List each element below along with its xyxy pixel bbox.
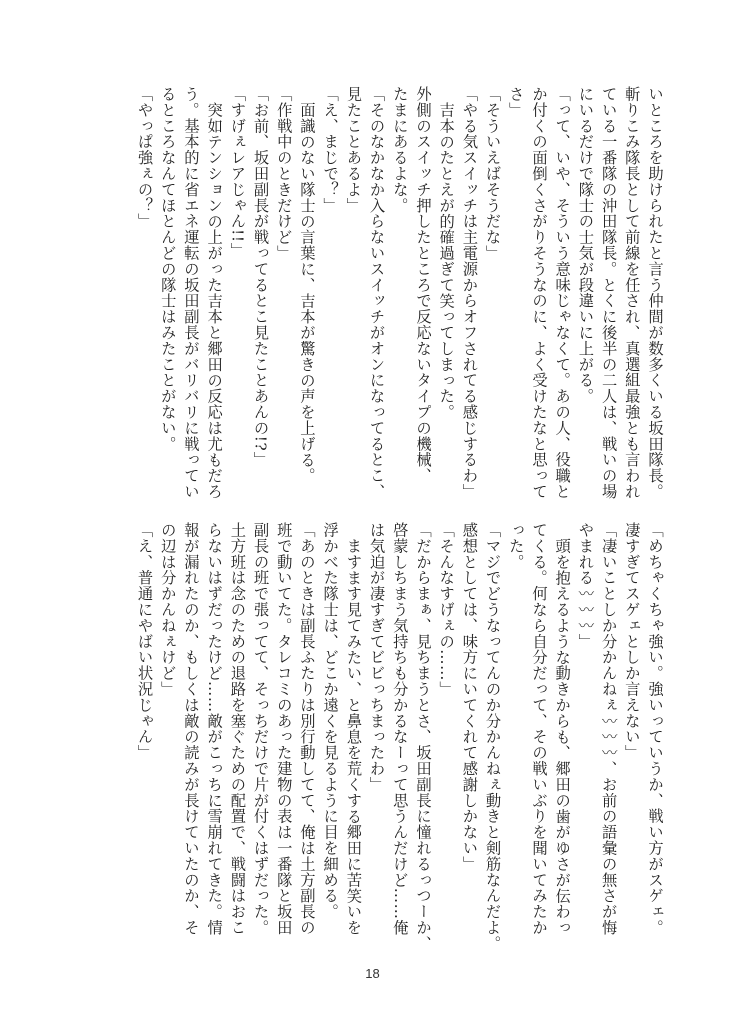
text-line: 「凄いことしか分かんねぇ〰〰〰、お前の語彙の無さが悔 (599, 522, 618, 936)
text-line: たまにあるよな。 (390, 86, 409, 214)
text-line: 「やっぱ強ぇの？」 (135, 86, 154, 230)
text-line: 「そんなすげぇの……」 (437, 522, 456, 697)
text-line: の辺は分かんねぇけど」 (158, 522, 177, 697)
text-line: ますます見てみたい、と鼻息を荒くする郷田に苦笑いを (344, 537, 363, 936)
page-number: 18 (365, 966, 380, 981)
text-line: 「って、いや、そういう意味じゃなくて。あの人、役職と (553, 86, 572, 500)
text-line: う。基本的に省エネ運転の坂田副長がバリバリに戦ってい (181, 86, 200, 500)
text-line: った。 (506, 522, 525, 570)
text-line: 「そのなかなか入らないスイッチがオンになってるとこ、 (367, 86, 386, 500)
text-line: 斬りこみ隊長として前線を任され、真選組最強とも言われ (622, 86, 641, 500)
text-line: らないはずだったけど……敵がこっちに雪崩れてきた。情 (205, 522, 224, 936)
text-line: か付くの面倒くさがりそうなのに、よく受けたなと思って (529, 86, 548, 500)
text-line: 突如テンションの上がった吉本と郷田の反応は尤もだろ (205, 101, 224, 500)
text-line: にいるだけで隊士の士気が段違いに上がる。 (576, 86, 595, 404)
text-line: 「あのときは副長ふたりは別行動してて、俺は土方副長の (297, 522, 316, 936)
text-line: 「そういえばそうだな」 (483, 86, 502, 261)
text-line: 啓蒙しちまう気持ちも分かるなーって思うんだけど……俺 (390, 522, 409, 936)
text-line: は気迫が凄すぎてビビっちまったわ」 (367, 522, 386, 793)
text-line: 「やる気スイッチは主電源からオフされてる感じするわ」 (460, 86, 479, 500)
text-line: 吉本のたとえが的確過ぎて笑ってしまった。 (437, 101, 456, 420)
text-line: 「めちゃくちゃ強い。強いっていうか、戦い方がスゲェ。 (646, 522, 664, 936)
text-line: 感想としては、味方にいてくれて感謝しかない」 (460, 522, 479, 872)
text-line: 外側のスイッチ押したところで反応ないタイプの機械、 (413, 86, 432, 484)
text-line: やまれる〰〰〰」 (576, 522, 595, 650)
text-line: 「作戦中のときだけど」 (274, 86, 293, 261)
text-line: 「だからまぁ、見ちまうとさ、坂田副長に憧れるっつーか、 (413, 522, 432, 952)
text-line: てくる。何なら自分だって、その戦いぶりを聞いてみたか (529, 522, 548, 936)
text-line: 「マジでどうなってんのか分かんねぇ動きと剣筋なんだよ。 (483, 522, 502, 952)
text-line: 浮かべた隊士は、どこか遠くを見るように目を細める。 (321, 522, 340, 920)
text-line: 「お前、坂田副長が戦ってるとこ見たことあんの!?」 (251, 86, 270, 468)
text-line: 見たことあるよ」 (344, 86, 363, 214)
text-line: 面識のない隊士の言葉に、吉本が驚きの声を上げる。 (297, 101, 316, 484)
text-line: 報が漏れたのか、もしくは敵の読みが長けていたのか、そ (181, 522, 200, 936)
text-line: 「え、まじで？」 (321, 86, 340, 214)
text-line: 副長の班で張ってて、そっちだけで片が付くはずだった。 (251, 522, 270, 936)
text-line: ている一番隊の沖田隊長。とくに後半の二人は、戦いの場 (599, 86, 618, 500)
text-block-lower (121, 522, 666, 952)
text-line: 「すげぇレアじゃん!!」 (228, 86, 247, 259)
text-line: 班で動いてた。タレコミのあった建物の表は一番隊と坂田 (274, 522, 293, 936)
text-line: いところを助けられたと言う仲間が数多くいる坂田隊長。 (646, 86, 664, 500)
text-line: 頭を抱えるような動きからも、郷田の歯がゆさが伝わっ (553, 537, 572, 936)
text-line: さ」 (506, 86, 525, 118)
text-line: 「え、普通にやばい状況じゃん」 (135, 522, 154, 761)
text-line: るところなんてほとんどの隊士はみたことがない。 (158, 86, 177, 452)
text-line: 凄すぎてスゲェとしか言えない」 (622, 522, 641, 761)
text-line: 土方班は念のための退路を塞ぐための配置で、戦闘はおこ (228, 522, 247, 936)
text-block-upper (121, 86, 666, 506)
